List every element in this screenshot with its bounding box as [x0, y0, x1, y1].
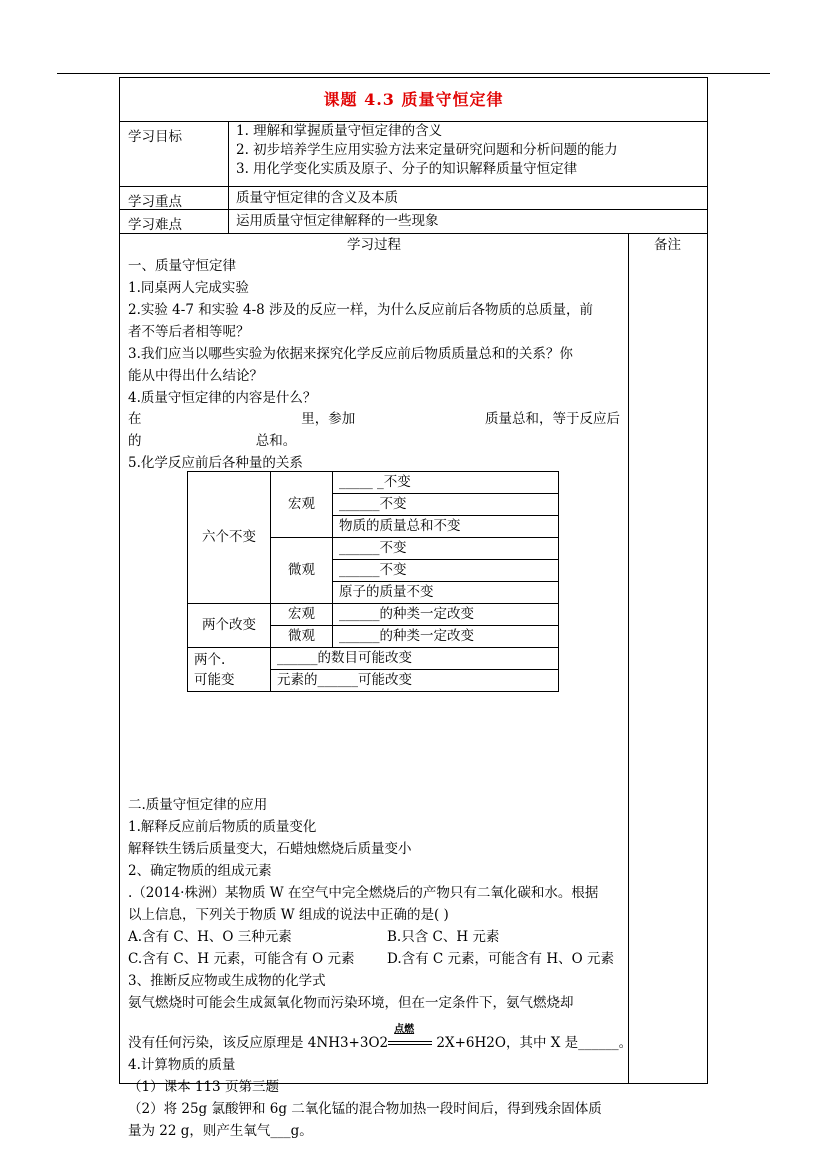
reaction-line: [128, 1024, 633, 1053]
option-b: B.只含 C、H 元素: [387, 929, 500, 945]
question-2b: 者不等后者相等呢？: [128, 324, 250, 340]
objective-item: 2. 初步培养学生应用实验方法来定量研究问题和分析问题的能力: [236, 142, 618, 158]
objectives-label: 学习目标: [120, 122, 229, 186]
app-4: 4.计算物质的质量: [128, 1057, 236, 1073]
reaction-condition: 点燃: [394, 1024, 415, 1035]
difficulty-text: 运用质量守恒定律解释的一些现象: [236, 213, 439, 229]
question-1: 1.同桌两人完成实验: [128, 280, 249, 296]
question-2a: 2.实验 4-7 和实验 4-8 涉及的反应一样，为什么反应前后各物质的总质量，前: [128, 302, 594, 318]
process-heading: 学习过程: [347, 237, 401, 253]
option-a: A.含有 C、H、O 三种元素: [128, 929, 292, 945]
relation-row: 原子的质量不变: [333, 582, 559, 604]
app-2: 2、确定物质的组成元素: [128, 863, 272, 879]
relation-row: ______的种类一定改变: [333, 626, 559, 648]
key-points-content: [236, 189, 703, 208]
key-point-text: 质量守恒定律的含义及本质: [236, 190, 398, 206]
option-d: D.含有 C 元素，可能含有 H、O 元素: [387, 951, 614, 967]
app-1a: 解释铁生锈后质量变大，石蜡烛燃烧后质量变小: [128, 841, 412, 857]
fill-blank-line-2: [128, 431, 296, 451]
lesson-table: [119, 77, 708, 1139]
difficulty-label: 学习难点: [120, 210, 229, 233]
objectives-content: [236, 122, 703, 179]
lesson-title: 课题 4.3 质量守恒定律: [120, 78, 707, 122]
six-unchanged-cell: 六个不变: [188, 472, 271, 604]
difficulty-content: [236, 212, 703, 231]
relation-row: ______不变: [333, 494, 559, 516]
blank-text: 里，参加: [301, 411, 356, 427]
question-5: 5.化学反应前后各种量的关系: [128, 455, 303, 471]
macro-cell: 宏观: [271, 472, 333, 538]
relation-row: ______不变: [333, 538, 559, 560]
app-4a: （1）课本 113 页第三题: [128, 1079, 279, 1095]
section2-heading: 二.质量守恒定律的应用: [128, 797, 268, 813]
fill-blank-line-1: [128, 409, 620, 429]
blank-text: 的: [128, 433, 142, 449]
reaction-text: 没有任何污染，该反应原理是 4NH3+3O2: [128, 1035, 389, 1051]
relation-row: _____ _不变: [333, 472, 559, 494]
micro-cell: 微观: [271, 538, 333, 604]
blank-text: 在: [128, 411, 142, 427]
blank-text: 总和。: [255, 433, 297, 449]
question-4: 4.质量守恒定律的内容是什么？: [128, 390, 317, 406]
app-3: 3、推断反应物或生成物的化学式: [128, 973, 326, 989]
two-changed-cell: 两个改变: [188, 604, 271, 648]
reaction-arrow: [388, 1024, 432, 1053]
objective-item: 1. 理解和掌握质量守恒定律的含义: [236, 123, 443, 139]
two-maybe-text: 可能变: [194, 671, 235, 688]
micro-cell: 微观: [271, 626, 333, 648]
key-points-row: [120, 187, 707, 210]
relation-row: ______不变: [333, 560, 559, 582]
blank-text: 质量总和，等于反应后: [485, 411, 620, 427]
key-points-label: 学习重点: [120, 187, 229, 209]
two-maybe-text: 两个.: [194, 651, 226, 668]
two-maybe-cell: [188, 648, 271, 692]
header-rule: [57, 73, 770, 74]
app-2-question-b: 以上信息，下列关于物质 W 组成的说法中正确的是( ): [128, 907, 449, 923]
relation-row: 物质的质量总和不变: [333, 516, 559, 538]
difficulty-row: [120, 210, 707, 234]
section1-heading: 一、质量守恒定律: [128, 258, 236, 274]
macro-cell: 宏观: [271, 604, 333, 626]
app-4b-a: （2）将 25g 氯酸钾和 6g 二氧化锰的混合物加热一段时间后，得到残余固体质: [128, 1101, 602, 1117]
relation-table: [187, 471, 559, 692]
app-3a: 氨气燃烧时可能会生成氮氧化物而污染环境，但在一定条件下，氨气燃烧却: [128, 995, 574, 1011]
app-4b-b: 量为 22 g，则产生氧气___g。: [128, 1123, 313, 1139]
app-1: 1.解释反应前后物质的质量变化: [128, 819, 317, 835]
relation-row: 元素的______可能改变: [271, 670, 559, 692]
option-c: C.含有 C、H 元素，可能含有 O 元素: [128, 951, 355, 967]
objectives-row: [120, 122, 707, 187]
relation-row: ______的数目可能改变: [271, 648, 559, 670]
objective-item: 3. 用化学变化实质及原子、分子的知识解释质量守恒定律: [236, 161, 578, 177]
notes-divider: [628, 234, 629, 1083]
notes-heading: 备注: [654, 237, 681, 253]
app-2-question-a: .（2014·株洲）某物质 W 在空气中完全燃烧后的产物只有二氧化碳和水。根据: [128, 885, 599, 901]
relation-row: ______的种类一定改变: [333, 604, 559, 626]
question-3b: 能从中得出什么结论？: [128, 368, 263, 384]
question-3a: 3.我们应当以哪些实验为依据来探究化学反应前后物质质量总和的关系？你: [128, 346, 573, 362]
reaction-text: 2X+6H2O，其中 X 是______。: [432, 1035, 633, 1051]
